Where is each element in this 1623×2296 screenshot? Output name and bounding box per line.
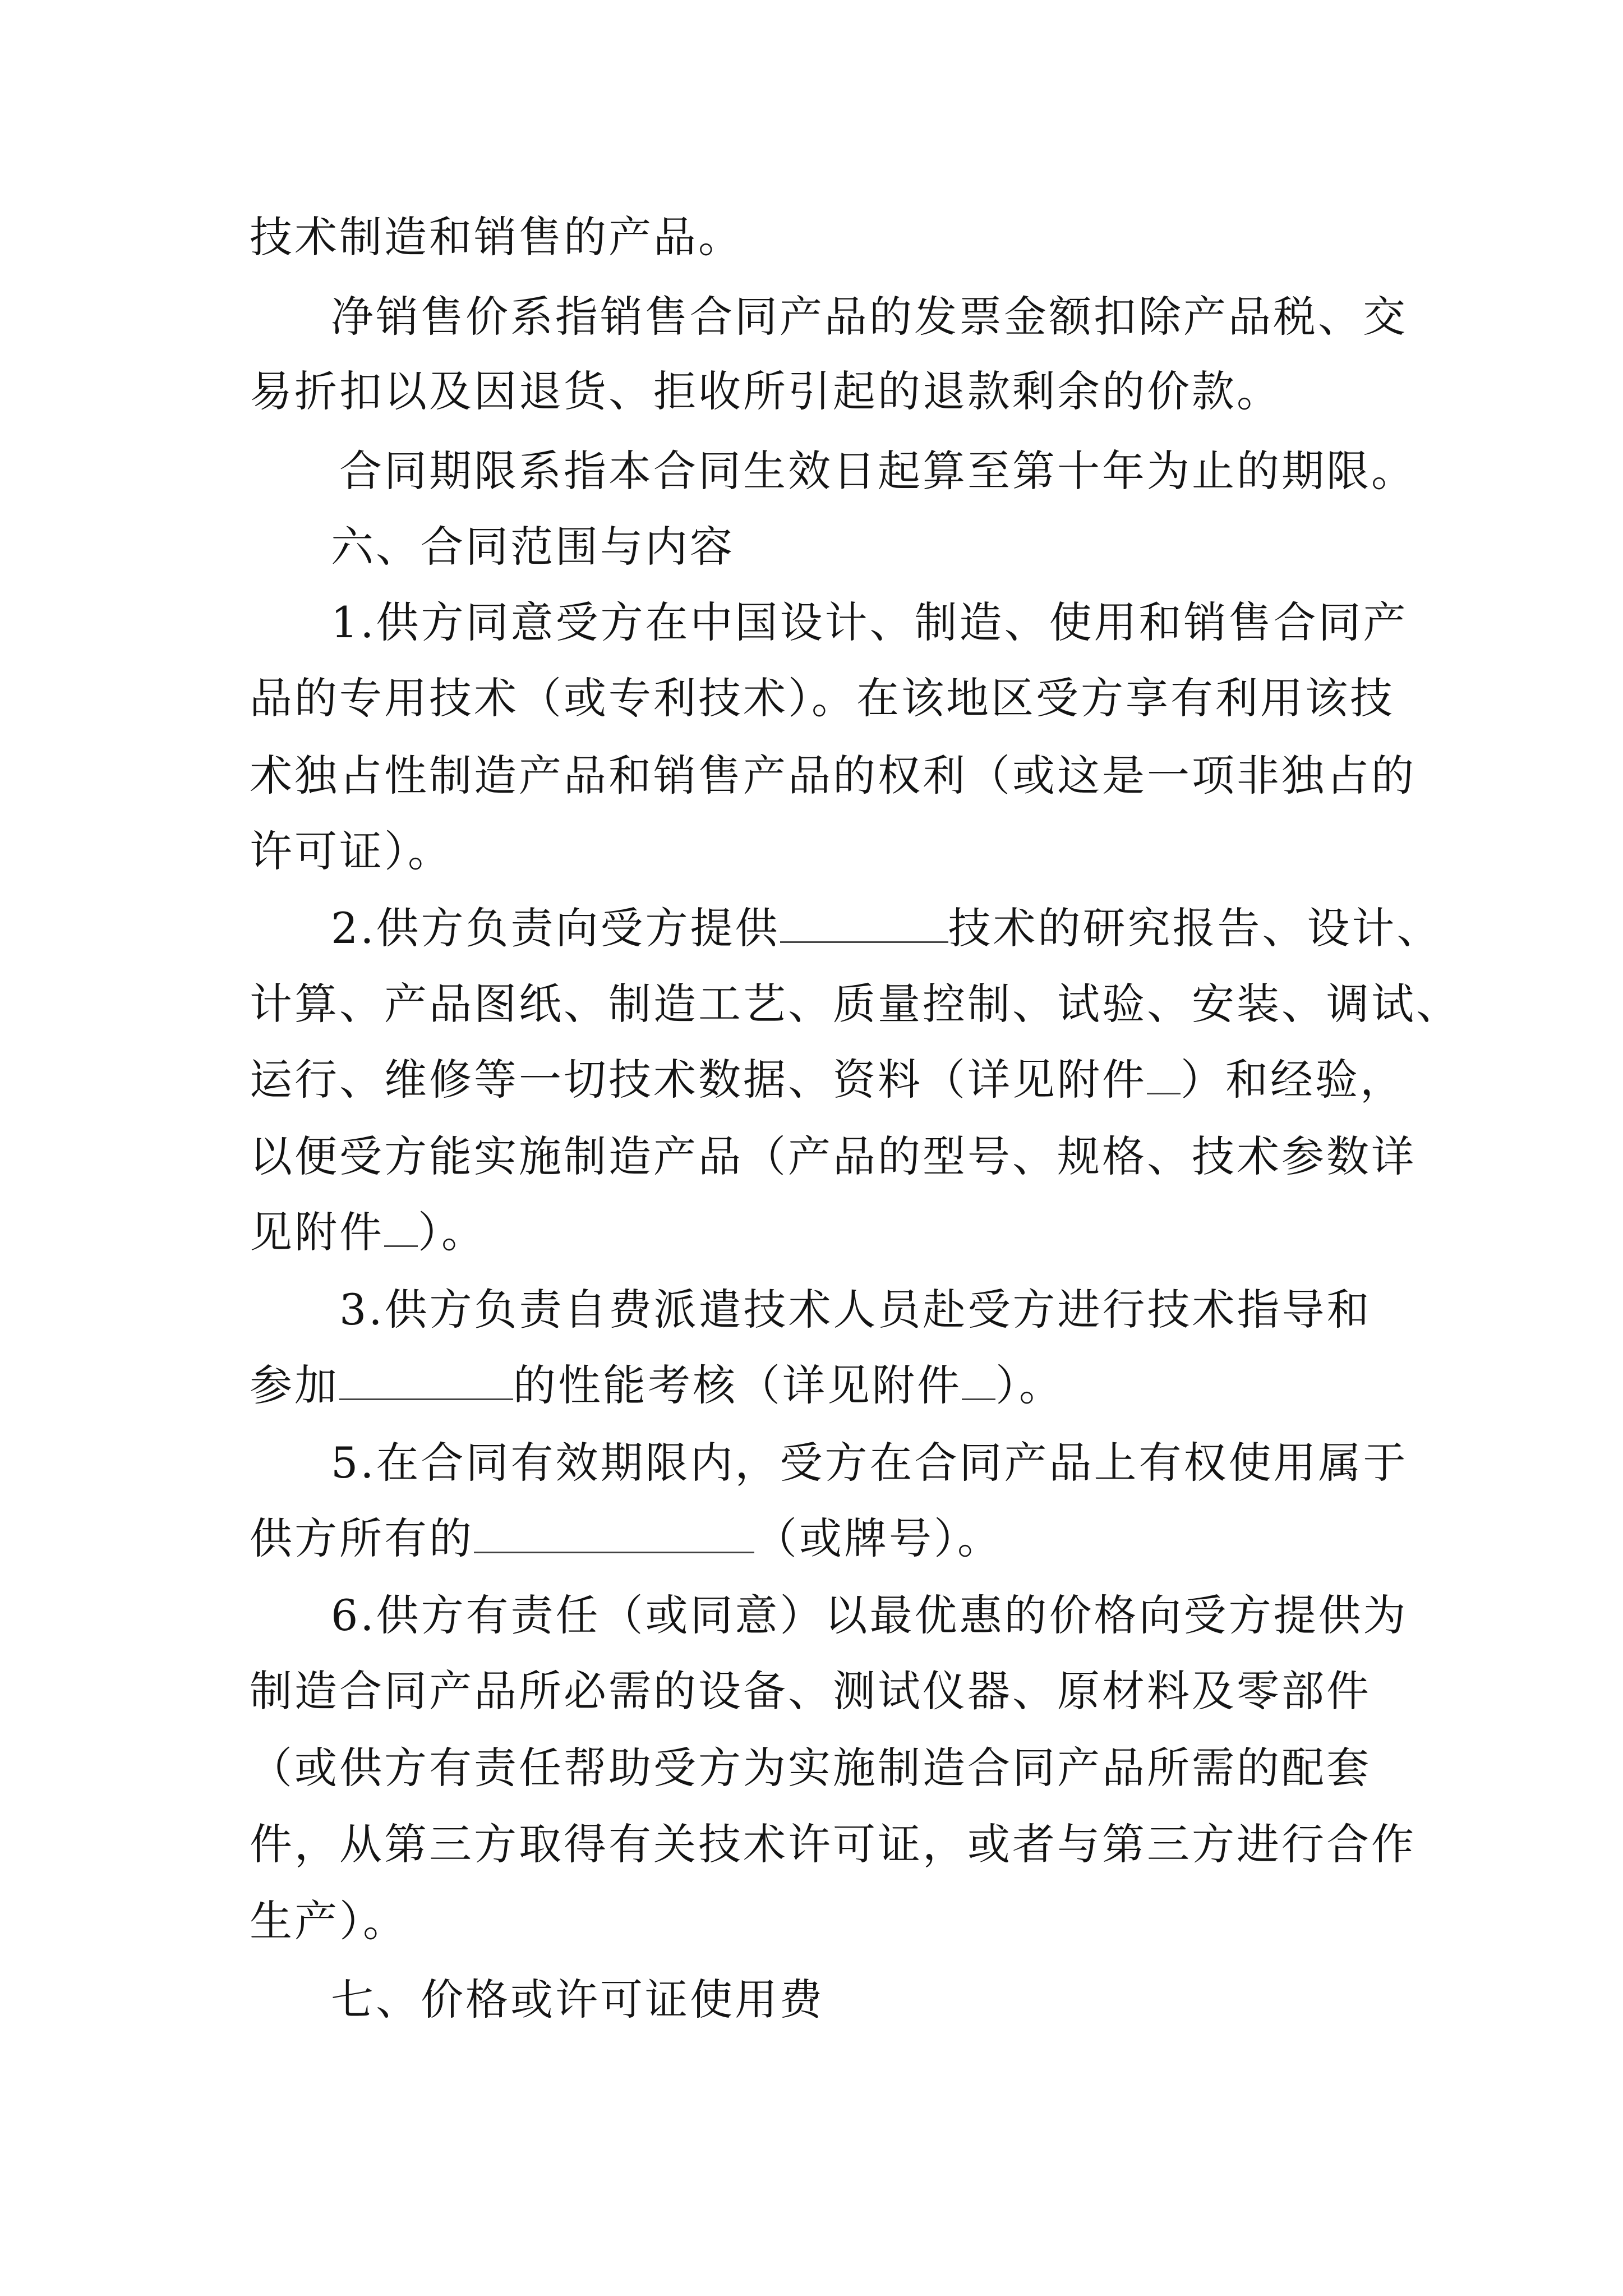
fill-blank: [962, 1363, 995, 1400]
text-segment: 2.供方负责向受方提供: [331, 903, 780, 953]
text-line: 件，从第三方取得有关技术许可证，或者与第三方进行合作: [250, 1819, 1416, 1869]
text-line: 术独占性制造产品和销售产品的权利（或这是一项非独占的: [250, 751, 1416, 800]
text-line: 易折扣以及因退货、拒收所引起的退款剩余的价款。: [250, 366, 1281, 416]
fill-blank: [780, 905, 948, 943]
text-line: （或供方有责任帮助受方为实施制造合同产品所需的配套: [250, 1743, 1371, 1793]
text-line: 净销售价系指销售合同产品的发票金额扣除产品税、交: [331, 292, 1408, 342]
text-line: [250, 1055, 1405, 1105]
text-line: 3.供方负责自费派遣技术人员赴受方进行技术指导和: [339, 1285, 1372, 1335]
text-segment: （或牌号）。: [754, 1513, 1002, 1563]
text-line: 许可证）。: [250, 826, 453, 876]
text-line: 计算、产品图纸、制造工艺、质量控制、试验、安装、调试、: [250, 979, 1461, 1029]
section-heading: 七、价格或许可证使用费: [331, 1975, 824, 2024]
text-line: 6.供方有责任（或同意）以最优惠的价格向受方提供为: [331, 1590, 1408, 1640]
text-segment: 技术的研究报告、设计、: [948, 903, 1442, 953]
fill-blank: [474, 1516, 754, 1553]
text-segment: ）。: [995, 1360, 1064, 1410]
fill-blank: [339, 1363, 513, 1400]
text-line: 5.在合同有效期限内，受方在合同产品上有权使用属于: [331, 1438, 1408, 1488]
text-line: [331, 903, 1442, 954]
section-heading: 六、合同范围与内容: [331, 522, 735, 572]
text-segment: 参加: [250, 1360, 339, 1410]
text-line: 品的专用技术（或专利技术）。在该地区受方享有利用该技: [250, 673, 1395, 723]
text-line: 合同期限系指本合同生效日起算至第十年为止的期限。: [339, 446, 1416, 496]
text-segment: 见附件: [250, 1207, 384, 1257]
text-segment: ）。: [418, 1207, 486, 1257]
text-line: 以便受方能实施制造产品（产品的型号、规格、技术参数详: [250, 1131, 1416, 1181]
text-line: 生产）。: [250, 1896, 408, 1946]
text-line: 技术制造和销售的产品。: [250, 212, 743, 262]
text-segment: 运行、维修等一切技术数据、资料（详见附件: [250, 1055, 1147, 1105]
fill-blank: [384, 1209, 418, 1247]
text-segment: ）和经验，: [1181, 1055, 1405, 1105]
text-line: [250, 1207, 486, 1258]
text-segment: 的性能考核（详见附件: [513, 1360, 962, 1410]
text-segment: 供方所有的: [250, 1513, 474, 1563]
text-line: 制造合同产品所必需的设备、测试仪器、原材料及零部件: [250, 1666, 1371, 1716]
fill-blank: [1147, 1057, 1181, 1094]
text-line: [250, 1360, 1064, 1411]
text-line: [250, 1513, 1002, 1564]
text-line: 1.供方同意受方在中国设计、制造、使用和销售合同产: [331, 597, 1408, 647]
